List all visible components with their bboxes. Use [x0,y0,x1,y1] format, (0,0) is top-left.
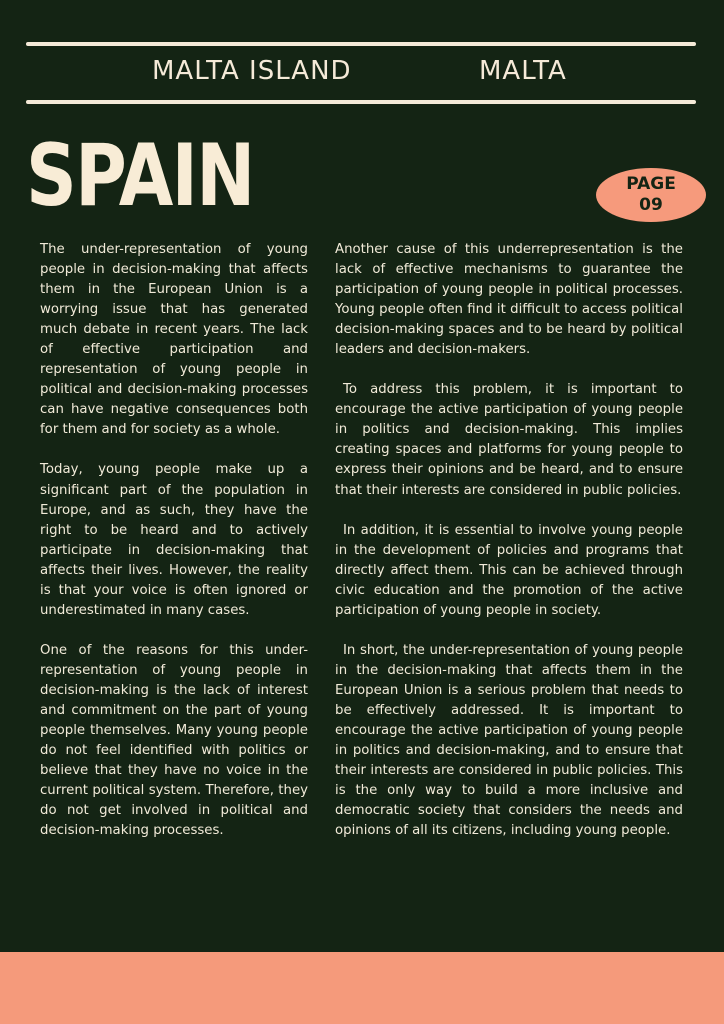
body-paragraph: In short, the under-representation of young people in the decision-making that affects them in the European Union is a serious problem that needs to be effectively addressed. It is important to encourage the active participation of young people in politics and decision-making, and to ensure that their interests are considered in public policies. This is the only way to build a more inclusive and democratic society that considers the needs and opinions of all its citizens, including young people. [335,642,683,839]
left-text-column [40,240,308,861]
body-paragraph: Another cause of this underrepresentation is the lack of effective mechanisms to guarantee the participation of young people in political processes. Young people often find it difficult to access political decision-making spaces and to be heard by political leaders and decision-makers. [335,242,683,358]
header-location-label: MALTA ISLAND [152,56,352,86]
header-bar [0,54,724,94]
page-badge-number: 09 [639,195,663,215]
header-country-label: MALTA [479,56,567,86]
body-paragraph: The under-representation of young people in decision-making that affects them in the European Union is a worrying issue that has generated much debate in recent years. The lack of effective participation and representation of young people in political and decision-making processes can have negative consequences both for them and for society as a whole. [40,242,308,438]
page-badge-word: PAGE [626,174,676,194]
footer-band [0,952,724,1024]
body-paragraph: Today, young people make up a significant part of the population in Europe, and as such, they have the right to be heard and to actively participate in decision-making that affects their lives. However, the reality is that your voice is often ignored or underestimated in many cases. [40,462,308,618]
header-top-rule [26,42,696,46]
header-bottom-rule [26,100,696,104]
body-paragraph: One of the reasons for this under-representation of young people in decision-making is the lack of interest and commitment on the part of young people themselves. Many young people do not feel identified with politics or believe that they have no voice in the current political system. Therefore, they do not get involved in political and decision-making processes. [40,642,308,839]
page-number-badge [596,168,706,222]
body-paragraph: In addition, it is essential to involve young people in the development of policies and programs that directly affect them. This can be achieved through civic education and the promotion of the active participation of young people in society. [335,522,683,618]
right-text-column [335,240,683,861]
page-title: SPAIN [26,126,254,226]
body-paragraph: To address this problem, it is important to encourage the active participation of young people in politics and decision-making. This implies creating spaces and platforms for young people to express their opinions and be heard, and to ensure that their interests are considered in public policies. [335,382,683,498]
